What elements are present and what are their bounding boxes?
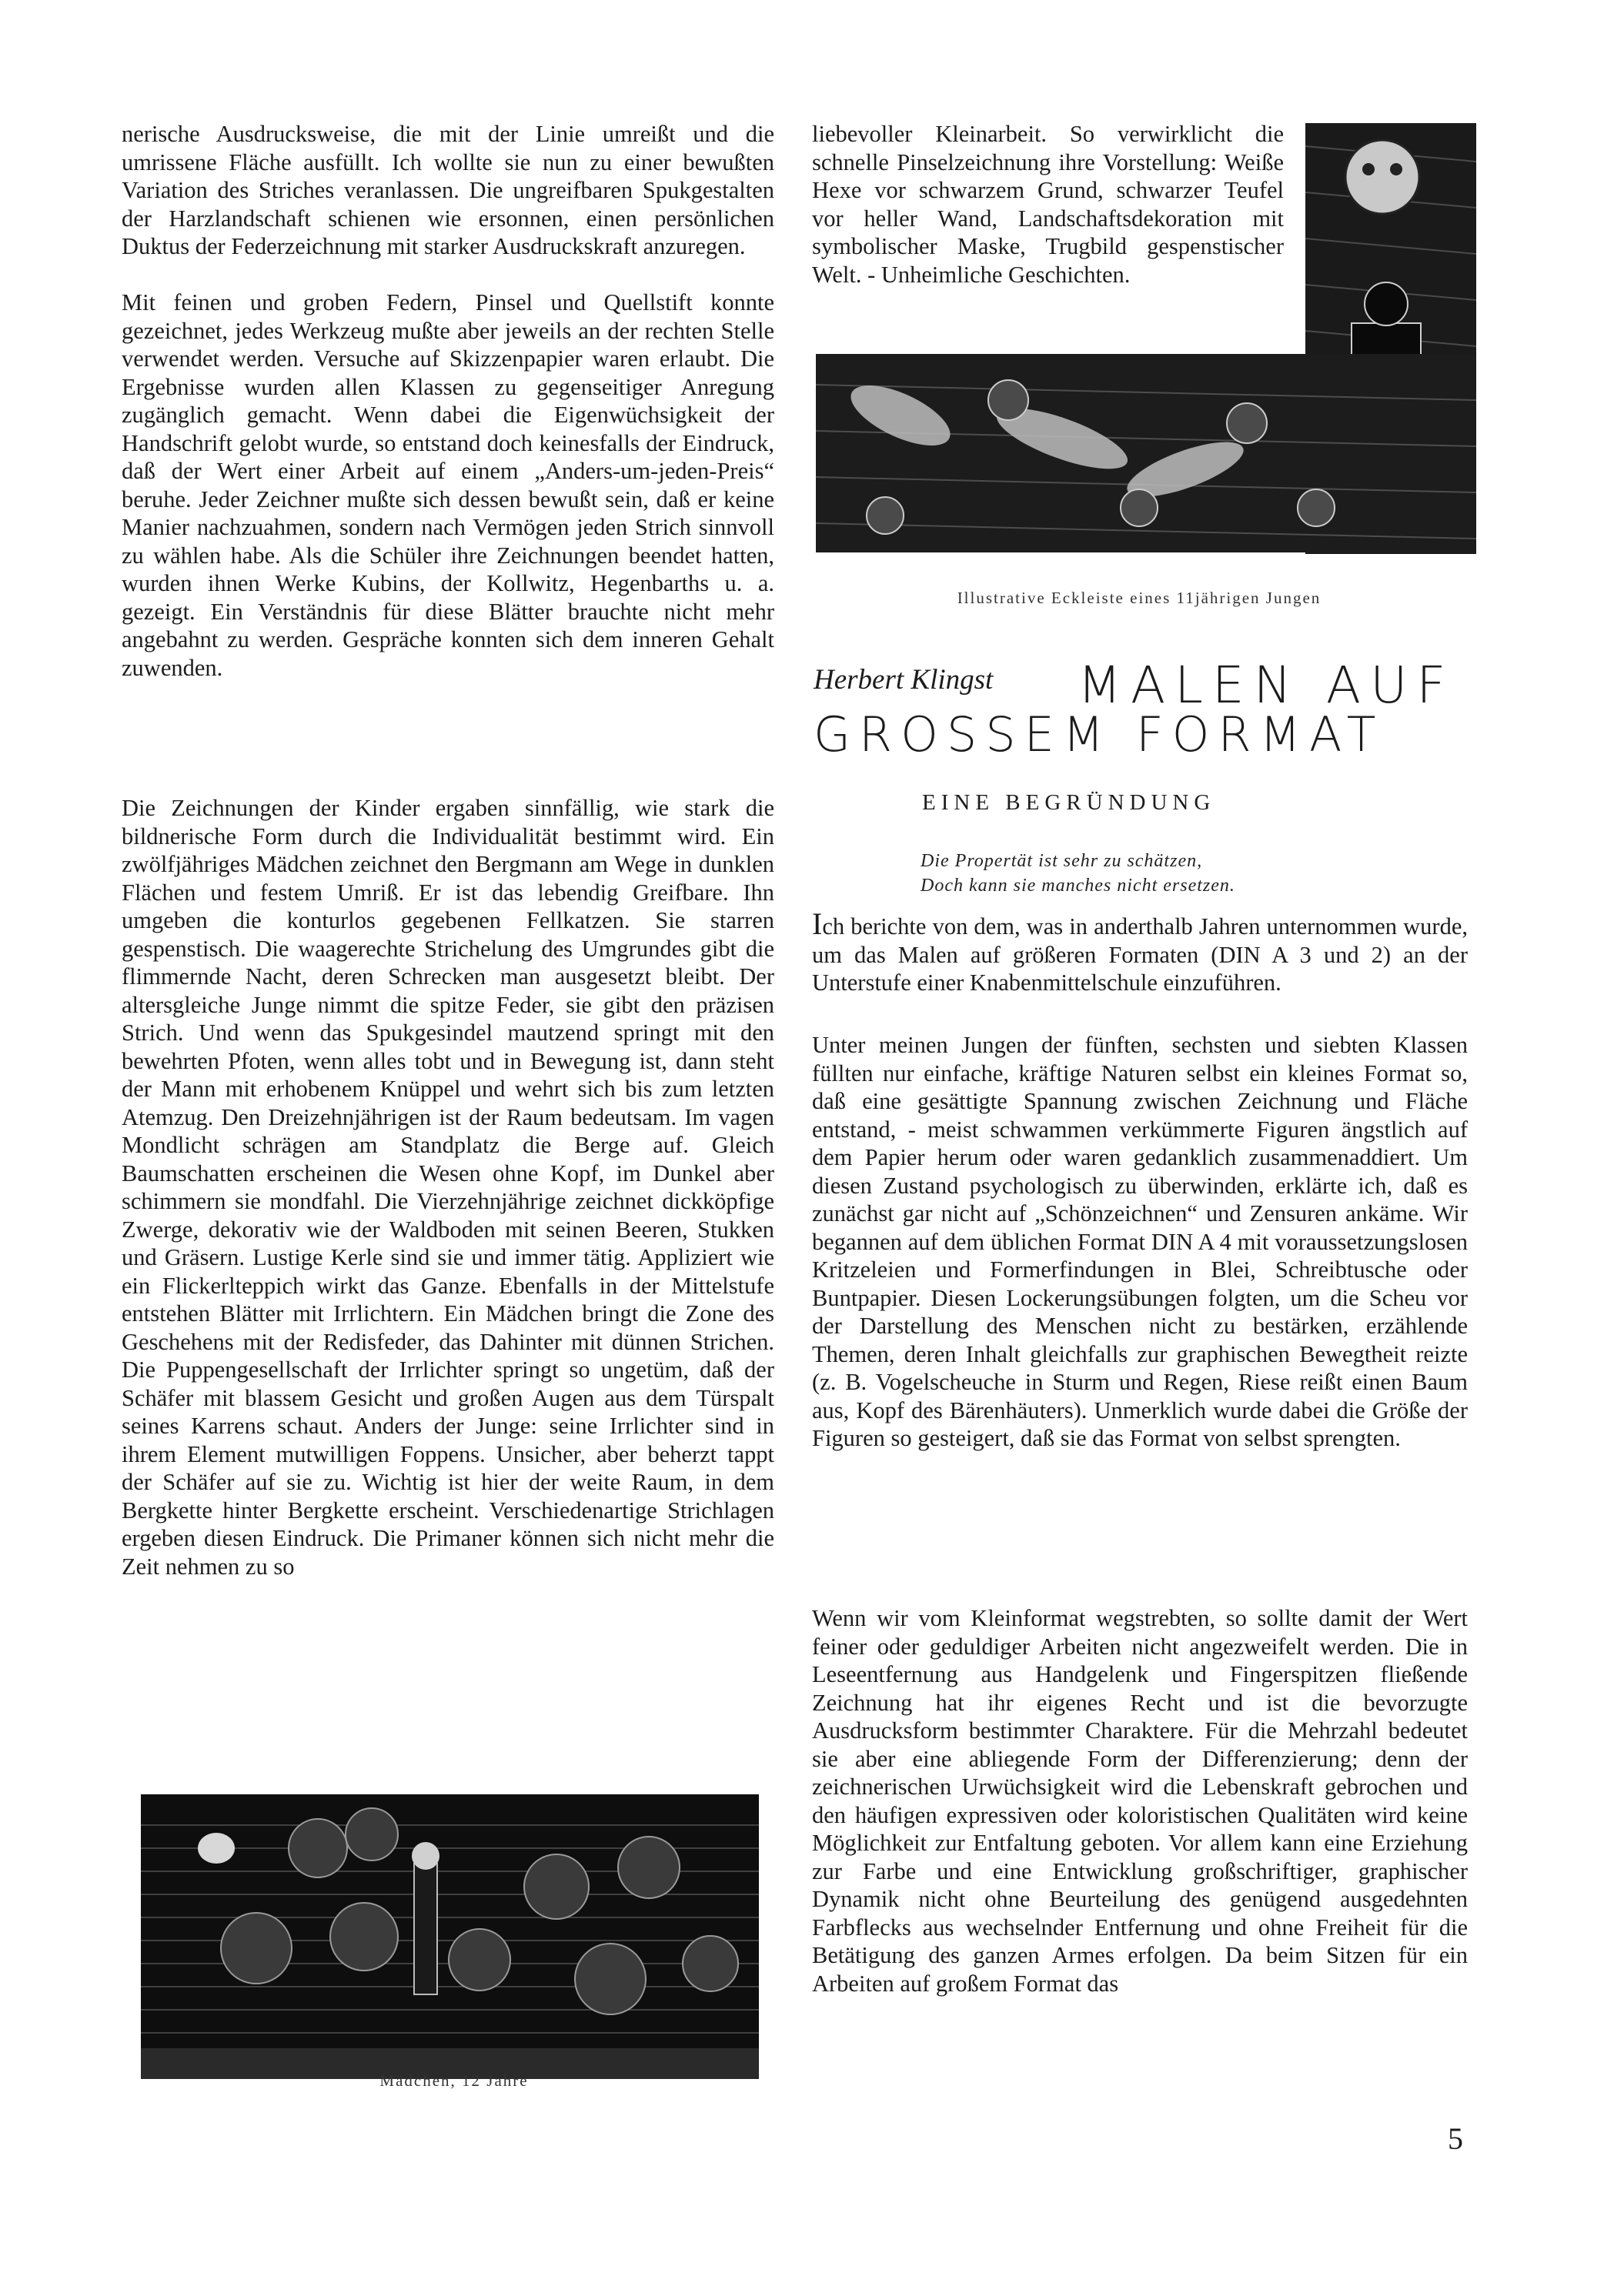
left-illustration-caption: Mädchen, 12 Jahre bbox=[379, 2071, 529, 2090]
article-motto-line-1: Die Propertät ist sehr zu schätzen, bbox=[921, 851, 1203, 871]
page-number: 5 bbox=[1448, 2121, 1463, 2156]
article-paragraph-3: Wenn wir vom Kleinformat wegstrebten, so sollte damit der Wert feiner oder geduldiger Arbeiten nicht angezweifelt werden. Die in Leseentfernung aus Handgelenk und Fingerspitzen fließende Zeichnung hat ihr eigenes Recht und ist die bevorzugte Ausdrucksform bestimmter Charaktere. Für die Mehrzahl bedeutet sie aber eine abliegende Form der Differenzierung; denn der zeichnerischen Urwüchsigkeit wird die Lebenskraft gebrochen und den häufigen expressiven oder koloristischen Qualitäten wird keine Möglichkeit zur Entfaltung geboten. Vor allem kann eine Erziehung zur Farbe und eine Entwicklung großschriftiger, graphischer Dynamik nicht ohne Beurteilung des genügend ausgedehnten Farbflecks aus wechselnder Entfernung und ohne Freiheit für die Betätigung des ganzen Armes erfolgen. Da beim Sitzen für ein Arbeiten auf großem Format das bbox=[812, 1605, 1468, 1997]
article-paragraph-1-text: ch berichte von dem, was in anderthalb Jahren unternommen wurde, um das Malen auf größeren Formaten (DIN A 3 und 2) an der Unterstufe einer Knabenmittelschule einzuführen. bbox=[812, 913, 1468, 996]
corner-strip-horizontal-drawing bbox=[816, 354, 1476, 552]
article-paragraph-1 bbox=[812, 906, 1468, 997]
left-paragraph-1: nerische Ausdrucksweise, die mit der Linie umreißt und die umrissene Fläche ausfüllt. Ich wollte sie nun zu einer bewußten Variation des Striches veranlassen. Die ungreifbaren Spukgestalten der Harzlandschaft schienen wie ersonnen, einen persönlichen Duktus der Federzeichnung mit starker Ausdruckskraft anzuregen. bbox=[122, 121, 774, 259]
illustration-girl-12-drawing bbox=[141, 1794, 759, 2079]
article-dropcap: I bbox=[812, 906, 823, 941]
left-paragraph-2: Mit feinen und groben Federn, Pinsel und Quellstift konnte gezeichnet, jedes Werkzeug mußte aber jeweils an der rechten Stelle verwendet werden. Versuche auf Skizzenpapier waren erlaubt. Die Ergebnisse wurden allen Klassen zu gegenseitiger Anregung zugänglich gemacht. Wenn dabei die Eigenwüchsigkeit der Handschrift gelobt wurde, so entstand doch keinesfalls der Eindruck, daß der Wert einer Arbeit auf einem „Anders-um-jeden-Preis“ beruhe. Jeder Zeichner mußte sich dessen bewußt sein, daß er keine Manier nachzuahmen, sondern nach Vermögen jeden Strich sinnvoll zu wählen habe. Als die Schüler ihre Zeichnungen beendet hatten, wurden ihnen Werke Kubins, der Kollwitz, Hegenbarths u. a. gezeigt. Ein Verständnis für diese Blätter brauchte nicht mehr angebahnt zu werden. Gespräche konnten sich dem inneren Gehalt zuwenden. bbox=[122, 289, 774, 681]
article-author: Herbert Klingst bbox=[814, 664, 994, 696]
article-title-line-1: MALEN AUF bbox=[1078, 656, 1455, 715]
article-title-line-2: GROSSEM FORMAT bbox=[814, 706, 1385, 763]
article-subtitle: EINE BEGRÜNDUNG bbox=[922, 790, 1216, 815]
illustration-corner-strip-horizontal bbox=[816, 354, 1476, 552]
article-paragraph-2: Unter meinen Jungen der fünften, sechsten und siebten Klassen füllten nur einfache, kräftige Naturen selbst ein kleines Format so, daß eine gesättigte Spannung zwischen Zeichnung und Fläche entstand, - meist schwammen verkümmerte Figuren ängstlich auf dem Papier herum oder waren gedanklich zusammenaddiert. Um diesen Zustand psychologisch zu überwinden, erklärte ich, daß es zunächst gar nicht auf „Schönzeichnen“ und Zensuren ankäme. Wir begannen auf dem üblichen Format DIN A 4 mit voraussetzungslosen Kritzeleien und Formerfindungen in Blei, Schreibtusche oder Buntpapier. Diesen Lockerungsübungen folgten, um die Scheu vor der Darstellung des Menschen nicht zu bestärken, erzählende Themen, deren Inhalt gleichfalls zur graphischen Bewegtheit reizte (z. B. Vogelscheuche in Sturm und Regen, Riese reißt einen Baum aus, Kopf des Bärenhäuters). Unmerklich wurde dabei die Größe der Figuren so gesteigert, daß sie das Format von selbst sprengten. bbox=[812, 1032, 1468, 1451]
article-motto-line-2: Doch kann sie manches nicht ersetzen. bbox=[921, 876, 1235, 896]
right-illustration-caption: Illustrative Eckleiste eines 11jährigen Jungen bbox=[957, 589, 1322, 607]
illustration-girl-12 bbox=[141, 1794, 759, 2079]
right-top-paragraph: liebevoller Kleinarbeit. So verwirklicht die schnelle Pinselzeichnung ihre Vorstellung: Weiße Hexe vor schwarzem Grund, schwarzer Teufel vor heller Wand, Landschaftsdekoration mit symbolischer Maske, Trugbild gespenstischer Welt. - Unheimliche Geschichten. bbox=[812, 121, 1284, 288]
left-paragraph-3: Die Zeichnungen der Kinder ergaben sinnfällig, wie stark die bildnerische Form durch die Individualität bestimmt wird. Ein zwölfjähriges Mädchen zeichnet den Bergmann am Wege in dunklen Flächen und festem Umriß. Er ist das lebendig Greifbare. Ihn umgeben die konturlos gegebenen Fellkatzen. Sie starren gespenstisch. Die waagerechte Strichelung des Umgrundes gibt die flimmernde Nacht, deren Schrecken man ausgesetzt bleibt. Der altersgleiche Junge nimmt die spitze Feder, sie gibt den präzisen Strich. Und wenn das Spukgesindel mautzend springt mit den bewehrten Pfoten, wenn alles tobt und in Bewegung ist, dann steht der Mann mit erhobenem Knüppel und wehrt sich bis zum letzten Atemzug. Den Dreizehnjährigen ist der Raum bedeutsam. Im vagen Mondlicht schrägen am Standplatz die Berge auf. Gleich Baumschatten erscheinen die Wesen ohne Kopf, im Dunkel aber schimmern sie mondfahl. Die Vierzehnjährige zeichnet dickköpfige Zwerge, dekorativ wie der Waldboden mit seinen Beeren, Stukken und Gräsern. Lustige Kerle sind sie und immer tätig. Appliziert wie ein Flickerlteppich wirkt das Ganze. Ebenfalls in der Mittelstufe entstehen Blätter mit Irrlichtern. Ein Mädchen bringt die Zone des Geschehens mit der Redisfeder, das Dahinter mit dünnen Strichen. Die Puppengesellschaft der Irrlichter springt so ungetüm, daß der Schäfer mit blassem Gesicht und großen Augen aus dem Türspalt seines Karrens schaut. Anders der Junge: seine Irrlichter sind in ihrem Element mutwilligen Foppens. Unsicher, aber beherzt tappt der Schäfer auf sie zu. Wichtig ist hier der weite Raum, in dem Bergkette hinter Bergkette erscheint. Verschiedenartige Strichlagen ergeben diesen Eindruck. Die Primaner können sich nicht mehr die Zeit nehmen zu so bbox=[122, 795, 774, 1580]
